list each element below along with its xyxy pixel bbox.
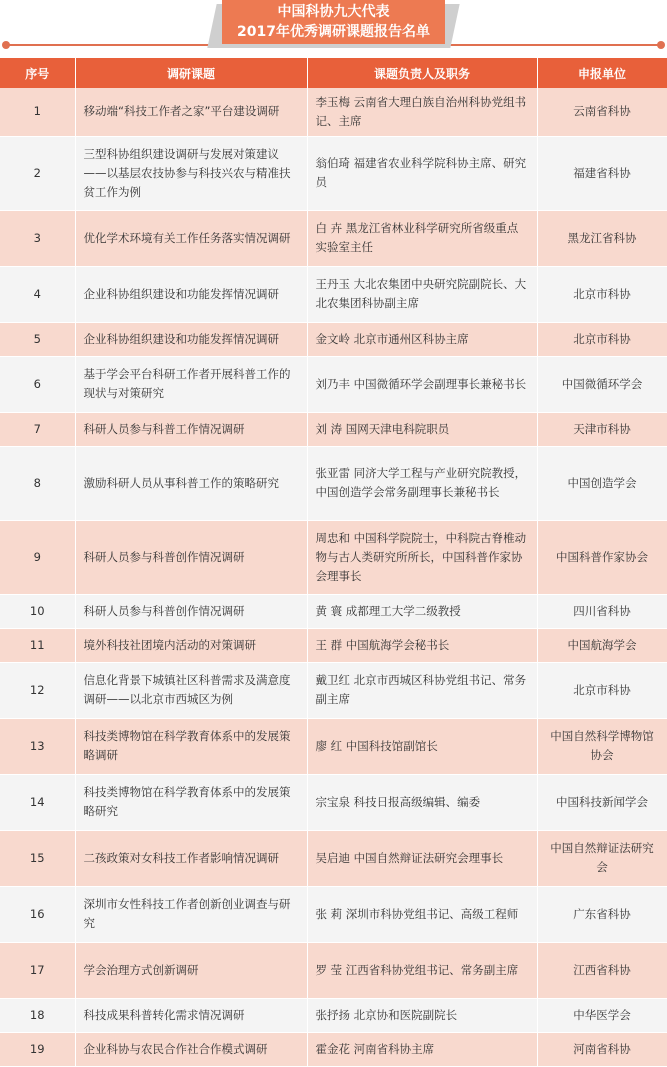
table-row	[0, 446, 667, 520]
row-topic: 深圳市女性科技工作者创新创业调查与研究	[75, 886, 307, 942]
row-number: 8	[0, 446, 75, 520]
table-row	[0, 998, 667, 1032]
row-unit: 河南省科协	[537, 1032, 667, 1066]
row-number: 11	[0, 628, 75, 662]
table-row	[0, 136, 667, 210]
row-topic: 境外科技社团境内活动的对策调研	[75, 628, 307, 662]
row-number: 3	[0, 210, 75, 266]
table-row	[0, 356, 667, 412]
row-number: 5	[0, 322, 75, 356]
row-number: 1	[0, 88, 75, 136]
row-number: 6	[0, 356, 75, 412]
table-row	[0, 830, 667, 886]
header-person: 课题负责人及职务	[307, 58, 537, 88]
table-row	[0, 322, 667, 356]
row-unit: 中国自然辩证法研究会	[537, 830, 667, 886]
row-person: 翁伯琦 福建省农业科学院科协主席、研究员	[307, 136, 537, 210]
row-topic: 移动端“科技工作者之家”平台建设调研	[75, 88, 307, 136]
row-number: 10	[0, 594, 75, 628]
row-number: 7	[0, 412, 75, 446]
row-unit: 云南省科协	[537, 88, 667, 136]
table-row	[0, 210, 667, 266]
row-number: 18	[0, 998, 75, 1032]
row-topic: 激励科研人员从事科普工作的策略研究	[75, 446, 307, 520]
header-num: 序号	[0, 58, 75, 88]
row-person: 白 卉 黑龙江省林业科学研究所省级重点实验室主任	[307, 210, 537, 266]
row-topic: 科技成果科普转化需求情况调研	[75, 998, 307, 1032]
row-unit: 中国科普作家协会	[537, 520, 667, 594]
header-unit: 申报单位	[537, 58, 667, 88]
report-table	[0, 58, 667, 1067]
row-unit: 中国科技新闻学会	[537, 774, 667, 830]
row-unit: 福建省科协	[537, 136, 667, 210]
row-topic: 企业科协组织建设和功能发挥情况调研	[75, 322, 307, 356]
title-banner	[222, 0, 445, 44]
row-topic: 科技类博物馆在科学教育体系中的发展策略研究	[75, 774, 307, 830]
table-row	[0, 718, 667, 774]
row-person: 王丹玉 大北农集团中央研究院副院长、大北农集团科协副主席	[307, 266, 537, 322]
row-topic: 科研人员参与科普工作情况调研	[75, 412, 307, 446]
rule-right-dot	[657, 41, 665, 49]
table-body	[0, 88, 667, 1066]
row-person: 张抒扬 北京协和医院副院长	[307, 998, 537, 1032]
table-row	[0, 88, 667, 136]
table-row	[0, 886, 667, 942]
row-person: 张 莉 深圳市科协党组书记、高级工程师	[307, 886, 537, 942]
row-unit: 江西省科协	[537, 942, 667, 998]
table-row	[0, 942, 667, 998]
row-number: 12	[0, 662, 75, 718]
row-person: 黄 寰 成都理工大学二级教授	[307, 594, 537, 628]
rule-left-dot	[2, 41, 10, 49]
table-row	[0, 520, 667, 594]
table-row	[0, 662, 667, 718]
row-person: 李玉梅 云南省大理白族自治州科协党组书记、主席	[307, 88, 537, 136]
table-row	[0, 774, 667, 830]
row-unit: 中华医学会	[537, 998, 667, 1032]
row-unit: 黑龙江省科协	[537, 210, 667, 266]
table-row	[0, 412, 667, 446]
row-unit: 中国创造学会	[537, 446, 667, 520]
header-topic: 调研课题	[75, 58, 307, 88]
row-person: 吴启迪 中国自然辩证法研究会理事长	[307, 830, 537, 886]
row-unit: 天津市科协	[537, 412, 667, 446]
row-topic: 企业科协与农民合作社合作模式调研	[75, 1032, 307, 1066]
row-person: 宗宝泉 科技日报高级编辑、编委	[307, 774, 537, 830]
row-topic: 基于学会平台科研工作者开展科普工作的现状与对策研究	[75, 356, 307, 412]
row-topic: 优化学术环境有关工作任务落实情况调研	[75, 210, 307, 266]
row-unit: 北京市科协	[537, 662, 667, 718]
row-topic: 三型科协组织建设调研与发展对策建议——以基层农技协参与科技兴农与精准扶贫工作为例	[75, 136, 307, 210]
table-row	[0, 266, 667, 322]
title-line-1: 中国科协九大代表	[277, 4, 390, 20]
row-unit: 北京市科协	[537, 266, 667, 322]
row-number: 19	[0, 1032, 75, 1066]
row-topic: 信息化背景下城镇社区科普需求及满意度调研——以北京市西城区为例	[75, 662, 307, 718]
row-unit: 中国微循环学会	[537, 356, 667, 412]
row-person: 刘 涛 国网天津电科院职员	[307, 412, 537, 446]
row-topic: 企业科协组织建设和功能发挥情况调研	[75, 266, 307, 322]
row-unit: 四川省科协	[537, 594, 667, 628]
row-person: 霍金花 河南省科协主席	[307, 1032, 537, 1066]
row-number: 16	[0, 886, 75, 942]
row-topic: 二孩政策对女科技工作者影响情况调研	[75, 830, 307, 886]
row-number: 9	[0, 520, 75, 594]
row-number: 4	[0, 266, 75, 322]
row-topic: 科技类博物馆在科学教育体系中的发展策略调研	[75, 718, 307, 774]
table-row	[0, 594, 667, 628]
row-unit: 北京市科协	[537, 322, 667, 356]
row-person: 王 群 中国航海学会秘书长	[307, 628, 537, 662]
row-number: 15	[0, 830, 75, 886]
row-person: 周忠和 中国科学院院士，中科院古脊椎动物与古人类研究所所长，中国科普作家协会理事长	[307, 520, 537, 594]
table-header-row	[0, 58, 667, 88]
row-topic: 学会治理方式创新调研	[75, 942, 307, 998]
title-line-2: 2017年优秀调研课题报告名单	[237, 24, 430, 40]
row-person: 张亚雷 同济大学工程与产业研究院教授，中国创造学会常务副理事长兼秘书长	[307, 446, 537, 520]
row-unit: 广东省科协	[537, 886, 667, 942]
row-person: 廖 红 中国科技馆副馆长	[307, 718, 537, 774]
row-person: 戴卫红 北京市西城区科协党组书记、常务副主席	[307, 662, 537, 718]
row-unit: 中国自然科学博物馆协会	[537, 718, 667, 774]
row-number: 14	[0, 774, 75, 830]
row-number: 13	[0, 718, 75, 774]
row-unit: 中国航海学会	[537, 628, 667, 662]
page-header	[0, 0, 667, 56]
row-person: 刘乃丰 中国微循环学会副理事长兼秘书长	[307, 356, 537, 412]
row-number: 2	[0, 136, 75, 210]
row-topic: 科研人员参与科普创作情况调研	[75, 520, 307, 594]
row-number: 17	[0, 942, 75, 998]
row-person: 罗 莹 江西省科协党组书记、常务副主席	[307, 942, 537, 998]
row-topic: 科研人员参与科普创作情况调研	[75, 594, 307, 628]
table-row	[0, 628, 667, 662]
table-row	[0, 1032, 667, 1066]
row-person: 金文岭 北京市通州区科协主席	[307, 322, 537, 356]
